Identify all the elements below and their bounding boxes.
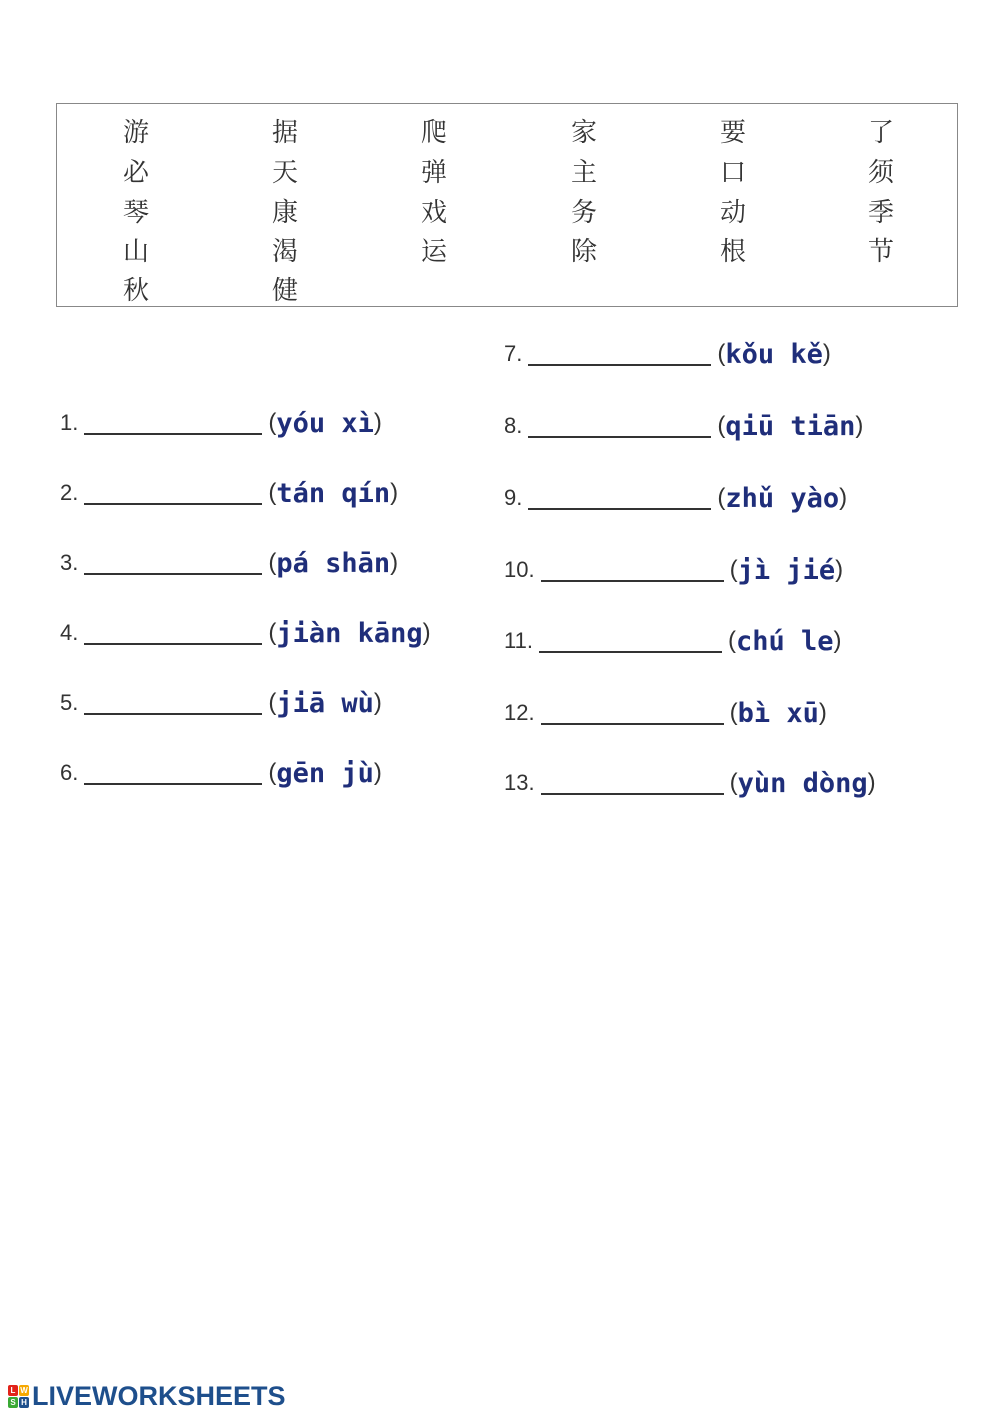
exercise-number: 9. bbox=[504, 485, 523, 510]
word-bank-char: 运 bbox=[420, 237, 447, 267]
word-bank-char: 除 bbox=[570, 237, 597, 267]
word-bank-char: 动 bbox=[719, 198, 746, 228]
answer-blank-1[interactable] bbox=[84, 411, 262, 435]
pinyin-hint: yùn dòng bbox=[737, 767, 868, 799]
open-paren: ( bbox=[729, 769, 738, 796]
word-bank-char: 琴 bbox=[122, 198, 149, 228]
close-paren: ) bbox=[373, 409, 382, 436]
close-paren: ) bbox=[373, 759, 382, 786]
pinyin-hint: pá shān bbox=[276, 547, 391, 579]
exercise-number: 7. bbox=[504, 341, 523, 366]
exercise-number: 3. bbox=[60, 550, 79, 575]
word-bank-char: 要 bbox=[719, 118, 746, 148]
close-paren: ) bbox=[390, 549, 399, 576]
pinyin-hint: chú le bbox=[735, 625, 834, 657]
word-bank-char: 根 bbox=[719, 237, 746, 267]
logo-letter-tile: H bbox=[19, 1397, 29, 1408]
open-paren: ( bbox=[268, 689, 277, 716]
answer-blank-2[interactable] bbox=[84, 481, 262, 505]
word-bank-char: 了 bbox=[867, 118, 894, 148]
logo-text: LIVEWORKSHEETS bbox=[32, 1381, 286, 1411]
pinyin-hint: bì xū bbox=[737, 697, 819, 729]
answer-blank-4[interactable] bbox=[84, 621, 262, 645]
close-paren: ) bbox=[839, 484, 848, 511]
exercise-item-7 bbox=[504, 336, 831, 372]
close-paren: ) bbox=[822, 340, 831, 367]
pinyin-hint: zhǔ yào bbox=[725, 482, 840, 514]
pinyin-hint: tán qín bbox=[276, 477, 391, 509]
word-bank-char: 口 bbox=[719, 158, 746, 188]
close-paren: ) bbox=[835, 556, 844, 583]
word-bank-char: 山 bbox=[122, 237, 149, 267]
word-bank-char: 康 bbox=[271, 198, 298, 228]
word-bank-char: 务 bbox=[570, 198, 597, 228]
logo-letter-tile: L bbox=[8, 1385, 18, 1396]
exercise-item-4 bbox=[60, 615, 431, 651]
answer-blank-11[interactable] bbox=[539, 629, 722, 653]
close-paren: ) bbox=[373, 689, 382, 716]
exercise-number: 4. bbox=[60, 620, 79, 645]
pinyin-hint: yóu xì bbox=[276, 407, 374, 439]
exercise-item-5 bbox=[60, 685, 382, 721]
pinyin-hint: gēn jù bbox=[276, 757, 374, 789]
exercise-item-1 bbox=[60, 405, 382, 441]
logo-letter-tile: S bbox=[8, 1397, 18, 1408]
open-paren: ( bbox=[727, 627, 736, 654]
open-paren: ( bbox=[729, 556, 738, 583]
exercise-item-10 bbox=[504, 552, 843, 588]
answer-blank-7[interactable] bbox=[528, 342, 711, 366]
word-bank-char: 天 bbox=[271, 158, 298, 188]
exercise-number: 2. bbox=[60, 480, 79, 505]
open-paren: ( bbox=[268, 479, 277, 506]
exercise-number: 1. bbox=[60, 410, 79, 435]
open-paren: ( bbox=[268, 409, 277, 436]
close-paren: ) bbox=[855, 412, 864, 439]
liveworksheets-logo bbox=[8, 1381, 286, 1412]
answer-blank-3[interactable] bbox=[84, 551, 262, 575]
word-bank-char: 季 bbox=[867, 198, 894, 228]
exercise-item-13 bbox=[504, 765, 876, 801]
answer-blank-12[interactable] bbox=[541, 701, 724, 725]
pinyin-hint: kǒu kě bbox=[725, 338, 823, 370]
exercise-number: 6. bbox=[60, 760, 79, 785]
answer-blank-8[interactable] bbox=[528, 414, 711, 438]
exercise-item-3 bbox=[60, 545, 398, 581]
exercise-number: 13. bbox=[504, 770, 535, 795]
answer-blank-6[interactable] bbox=[84, 761, 262, 785]
word-bank-char: 家 bbox=[570, 118, 597, 148]
exercise-item-6 bbox=[60, 755, 382, 791]
open-paren: ( bbox=[717, 484, 726, 511]
word-bank-char: 游 bbox=[122, 118, 149, 148]
word-bank-char: 节 bbox=[867, 237, 894, 267]
word-bank-char: 必 bbox=[122, 158, 149, 188]
pinyin-hint: qiū tiān bbox=[725, 410, 856, 442]
word-bank-char: 据 bbox=[271, 118, 298, 148]
exercise-number: 10. bbox=[504, 557, 535, 582]
answer-blank-5[interactable] bbox=[84, 691, 262, 715]
answer-blank-10[interactable] bbox=[541, 558, 724, 582]
open-paren: ( bbox=[268, 759, 277, 786]
close-paren: ) bbox=[390, 479, 399, 506]
exercise-item-12 bbox=[504, 695, 827, 731]
open-paren: ( bbox=[717, 412, 726, 439]
exercise-item-9 bbox=[504, 480, 847, 516]
open-paren: ( bbox=[729, 699, 738, 726]
word-bank-box bbox=[56, 103, 958, 307]
word-bank-char: 渴 bbox=[271, 237, 298, 267]
pinyin-hint: jiā wù bbox=[276, 687, 374, 719]
close-paren: ) bbox=[833, 627, 842, 654]
exercise-number: 5. bbox=[60, 690, 79, 715]
word-bank-char: 秋 bbox=[122, 276, 149, 306]
close-paren: ) bbox=[818, 699, 827, 726]
open-paren: ( bbox=[268, 549, 277, 576]
word-bank-char: 须 bbox=[867, 158, 894, 188]
exercise-item-2 bbox=[60, 475, 398, 511]
open-paren: ( bbox=[268, 619, 277, 646]
open-paren: ( bbox=[717, 340, 726, 367]
close-paren: ) bbox=[867, 769, 876, 796]
word-bank-char: 健 bbox=[271, 276, 298, 306]
logo-mark-icon bbox=[8, 1385, 30, 1409]
pinyin-hint: jiàn kāng bbox=[276, 617, 423, 649]
answer-blank-9[interactable] bbox=[528, 486, 711, 510]
close-paren: ) bbox=[422, 619, 431, 646]
exercise-number: 8. bbox=[504, 413, 523, 438]
exercise-number: 12. bbox=[504, 700, 535, 725]
exercise-number: 11. bbox=[504, 628, 533, 653]
word-bank-char: 弹 bbox=[420, 158, 447, 188]
exercise-item-8 bbox=[504, 408, 863, 444]
exercise-item-11 bbox=[504, 623, 842, 659]
word-bank-char: 爬 bbox=[420, 118, 447, 148]
pinyin-hint: jì jié bbox=[737, 554, 836, 586]
answer-blank-13[interactable] bbox=[541, 771, 724, 795]
logo-letter-tile: W bbox=[20, 1385, 28, 1395]
word-bank-char: 戏 bbox=[420, 198, 447, 228]
word-bank-char: 主 bbox=[570, 158, 597, 188]
